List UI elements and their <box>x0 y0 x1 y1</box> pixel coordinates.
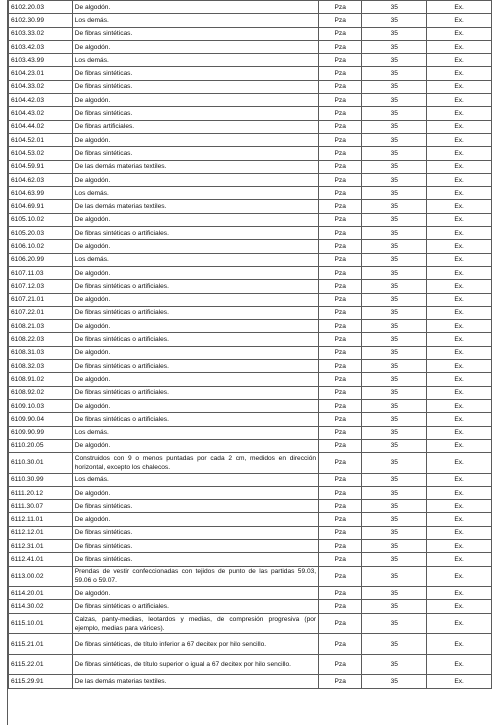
rate-cell: 35 <box>362 280 427 293</box>
description-cell: Los demás. <box>72 426 318 439</box>
tariff-code-cell: 6107.11.03 <box>9 266 73 279</box>
note-cell: Ex. <box>427 80 492 93</box>
note-cell: Ex. <box>427 94 492 107</box>
rate-cell: 35 <box>362 120 427 133</box>
table-row <box>9 654 492 675</box>
description-cell: De fibras sintéticas. <box>72 526 318 539</box>
unit-cell: Pza <box>319 266 362 279</box>
unit-cell: Pza <box>319 654 362 675</box>
note-cell: Ex. <box>427 413 492 426</box>
unit-cell: Pza <box>319 566 362 587</box>
note-cell: Ex. <box>427 160 492 173</box>
note-cell: Ex. <box>427 333 492 346</box>
table-row <box>9 306 492 319</box>
description-cell: De algodón. <box>72 94 318 107</box>
tariff-code-cell: 6104.63.99 <box>9 187 73 200</box>
note-cell: Ex. <box>427 40 492 53</box>
note-cell: Ex. <box>427 500 492 513</box>
rate-cell: 35 <box>362 266 427 279</box>
note-cell: Ex. <box>427 613 492 634</box>
unit-cell: Pza <box>319 1 362 14</box>
table-row <box>9 634 492 655</box>
description-cell: De algodón. <box>72 513 318 526</box>
description-cell: De algodón. <box>72 399 318 412</box>
tariff-code-cell: 6106.20.99 <box>9 253 73 266</box>
rate-cell: 35 <box>362 513 427 526</box>
table-row <box>9 386 492 399</box>
unit-cell: Pza <box>319 346 362 359</box>
rate-cell: 35 <box>362 634 427 655</box>
note-cell: Ex. <box>427 486 492 499</box>
rate-cell: 35 <box>362 540 427 553</box>
table-row <box>9 200 492 213</box>
note-cell: Ex. <box>427 320 492 333</box>
table-row <box>9 80 492 93</box>
table-row <box>9 566 492 587</box>
rate-cell: 35 <box>362 399 427 412</box>
tariff-code-cell: 6111.30.07 <box>9 500 73 513</box>
unit-cell: Pza <box>319 439 362 452</box>
note-cell: Ex. <box>427 453 492 474</box>
note-cell: Ex. <box>427 360 492 373</box>
table-row <box>9 54 492 67</box>
note-cell: Ex. <box>427 399 492 412</box>
description-cell: De fibras sintéticas. <box>72 107 318 120</box>
rate-cell: 35 <box>362 107 427 120</box>
tariff-code-cell: 6115.10.01 <box>9 613 73 634</box>
table-row <box>9 587 492 600</box>
note-cell: Ex. <box>427 587 492 600</box>
table-row <box>9 399 492 412</box>
rate-cell: 35 <box>362 240 427 253</box>
tariff-code-cell: 6104.44.02 <box>9 120 73 133</box>
rate-cell: 35 <box>362 160 427 173</box>
table-row <box>9 360 492 373</box>
description-cell: De las demás materias textiles. <box>72 200 318 213</box>
description-cell: De fibras sintéticas o artificiales. <box>72 413 318 426</box>
table-row <box>9 553 492 566</box>
rate-cell: 35 <box>362 293 427 306</box>
unit-cell: Pza <box>319 80 362 93</box>
table-row <box>9 473 492 486</box>
tariff-code-cell: 6102.20.03 <box>9 1 73 14</box>
description-cell: De las demás materias textiles. <box>72 675 318 688</box>
tariff-code-cell: 6113.00.02 <box>9 566 73 587</box>
tariff-code-cell: 6104.43.02 <box>9 107 73 120</box>
table-row <box>9 526 492 539</box>
note-cell: Ex. <box>427 67 492 80</box>
table-row <box>9 173 492 186</box>
tariff-code-cell: 6108.21.03 <box>9 320 73 333</box>
unit-cell: Pza <box>319 600 362 613</box>
tariff-code-cell: 6112.12.01 <box>9 526 73 539</box>
table-row <box>9 187 492 200</box>
rate-cell: 35 <box>362 587 427 600</box>
table-row <box>9 540 492 553</box>
unit-cell: Pza <box>319 200 362 213</box>
tariff-code-cell: 6107.21.01 <box>9 293 73 306</box>
description-cell: Construidos con 9 o menos puntadas por cada 2 cm, medidos en dirección horizontal, excepto los chalecos. <box>72 453 318 474</box>
unit-cell: Pza <box>319 587 362 600</box>
description-cell: De fibras sintéticas o artificiales. <box>72 360 318 373</box>
note-cell: Ex. <box>427 439 492 452</box>
note-cell: Ex. <box>427 513 492 526</box>
note-cell: Ex. <box>427 426 492 439</box>
unit-cell: Pza <box>319 120 362 133</box>
table-row <box>9 107 492 120</box>
table-row <box>9 486 492 499</box>
description-cell: De fibras sintéticas. <box>72 540 318 553</box>
description-cell: De algodón. <box>72 373 318 386</box>
unit-cell: Pza <box>319 133 362 146</box>
description-cell: De fibras sintéticas o artificiales. <box>72 306 318 319</box>
tariff-code-cell: 6104.69.91 <box>9 200 73 213</box>
description-cell: De fibras sintéticas. <box>72 500 318 513</box>
rate-cell: 35 <box>362 346 427 359</box>
table-row <box>9 513 492 526</box>
description-cell: De algodón. <box>72 320 318 333</box>
note-cell: Ex. <box>427 227 492 240</box>
tariff-code-cell: 6115.21.01 <box>9 634 73 655</box>
table-row <box>9 439 492 452</box>
unit-cell: Pza <box>319 213 362 226</box>
unit-cell: Pza <box>319 293 362 306</box>
description-cell: De algodón. <box>72 293 318 306</box>
unit-cell: Pza <box>319 333 362 346</box>
table-row <box>9 320 492 333</box>
table-row <box>9 600 492 613</box>
rate-cell: 35 <box>362 486 427 499</box>
tariff-code-cell: 6108.32.03 <box>9 360 73 373</box>
unit-cell: Pza <box>319 613 362 634</box>
note-cell: Ex. <box>427 147 492 160</box>
unit-cell: Pza <box>319 486 362 499</box>
note-cell: Ex. <box>427 566 492 587</box>
description-cell: Los demás. <box>72 253 318 266</box>
description-cell: De fibras sintéticas o artificiales. <box>72 227 318 240</box>
description-cell: De algodón. <box>72 40 318 53</box>
note-cell: Ex. <box>427 187 492 200</box>
rate-cell: 35 <box>362 54 427 67</box>
unit-cell: Pza <box>319 173 362 186</box>
rate-cell: 35 <box>362 253 427 266</box>
rate-cell: 35 <box>362 439 427 452</box>
tariff-code-cell: 6104.52.01 <box>9 133 73 146</box>
left-margin-column <box>0 0 8 725</box>
rate-cell: 35 <box>362 473 427 486</box>
note-cell: Ex. <box>427 386 492 399</box>
tariff-code-cell: 6103.33.02 <box>9 27 73 40</box>
rate-cell: 35 <box>362 373 427 386</box>
unit-cell: Pza <box>319 453 362 474</box>
note-cell: Ex. <box>427 540 492 553</box>
rate-cell: 35 <box>362 654 427 675</box>
rate-cell: 35 <box>362 40 427 53</box>
description-cell: De fibras sintéticas o artificiales. <box>72 333 318 346</box>
description-cell: De algodón. <box>72 439 318 452</box>
tariff-code-cell: 6110.30.01 <box>9 453 73 474</box>
unit-cell: Pza <box>319 94 362 107</box>
table-row <box>9 40 492 53</box>
note-cell: Ex. <box>427 526 492 539</box>
table-row <box>9 227 492 240</box>
table-row <box>9 133 492 146</box>
note-cell: Ex. <box>427 240 492 253</box>
description-cell: De algodón. <box>72 240 318 253</box>
description-cell: De algodón. <box>72 587 318 600</box>
tariff-code-cell: 6115.22.01 <box>9 654 73 675</box>
description-cell: De algodón. <box>72 266 318 279</box>
note-cell: Ex. <box>427 14 492 27</box>
table-row <box>9 67 492 80</box>
note-cell: Ex. <box>427 200 492 213</box>
tariff-code-cell: 6108.91.02 <box>9 373 73 386</box>
description-cell: Los demás. <box>72 187 318 200</box>
tariff-code-cell: 6104.23.01 <box>9 67 73 80</box>
rate-cell: 35 <box>362 200 427 213</box>
note-cell: Ex. <box>427 1 492 14</box>
tariff-code-cell: 6107.12.03 <box>9 280 73 293</box>
rate-cell: 35 <box>362 187 427 200</box>
unit-cell: Pza <box>319 227 362 240</box>
rate-cell: 35 <box>362 500 427 513</box>
tariff-code-cell: 6112.31.01 <box>9 540 73 553</box>
note-cell: Ex. <box>427 266 492 279</box>
rate-cell: 35 <box>362 386 427 399</box>
description-cell: De fibras artificiales. <box>72 120 318 133</box>
table-row <box>9 346 492 359</box>
table-row <box>9 293 492 306</box>
table-row <box>9 253 492 266</box>
unit-cell: Pza <box>319 373 362 386</box>
unit-cell: Pza <box>319 553 362 566</box>
table-row <box>9 280 492 293</box>
tariff-table <box>8 0 492 689</box>
tariff-code-cell: 6110.20.05 <box>9 439 73 452</box>
rate-cell: 35 <box>362 67 427 80</box>
table-row <box>9 147 492 160</box>
table-row <box>9 500 492 513</box>
rate-cell: 35 <box>362 306 427 319</box>
table-row <box>9 14 492 27</box>
tariff-code-cell: 6104.62.03 <box>9 173 73 186</box>
description-cell: Los demás. <box>72 54 318 67</box>
note-cell: Ex. <box>427 675 492 688</box>
unit-cell: Pza <box>319 147 362 160</box>
unit-cell: Pza <box>319 240 362 253</box>
tariff-code-cell: 6108.92.02 <box>9 386 73 399</box>
description-cell: De algodón. <box>72 133 318 146</box>
tariff-code-cell: 6104.53.02 <box>9 147 73 160</box>
table-row <box>9 413 492 426</box>
unit-cell: Pza <box>319 540 362 553</box>
rate-cell: 35 <box>362 227 427 240</box>
note-cell: Ex. <box>427 373 492 386</box>
table-row <box>9 213 492 226</box>
note-cell: Ex. <box>427 107 492 120</box>
description-cell: Los demás. <box>72 14 318 27</box>
table-row <box>9 27 492 40</box>
description-cell: De fibras sintéticas, de título superior o igual a 67 decitex por hilo sencillo. <box>72 654 318 675</box>
tariff-code-cell: 6104.59.91 <box>9 160 73 173</box>
rate-cell: 35 <box>362 675 427 688</box>
unit-cell: Pza <box>319 306 362 319</box>
table-row <box>9 240 492 253</box>
description-cell: De fibras sintéticas o artificiales. <box>72 386 318 399</box>
description-cell: De fibras sintéticas. <box>72 80 318 93</box>
unit-cell: Pza <box>319 320 362 333</box>
note-cell: Ex. <box>427 173 492 186</box>
rate-cell: 35 <box>362 1 427 14</box>
table-row <box>9 120 492 133</box>
unit-cell: Pza <box>319 634 362 655</box>
description-cell: De algodón. <box>72 173 318 186</box>
tariff-code-cell: 6103.42.03 <box>9 40 73 53</box>
rate-cell: 35 <box>362 453 427 474</box>
rate-cell: 35 <box>362 147 427 160</box>
rate-cell: 35 <box>362 320 427 333</box>
table-row <box>9 613 492 634</box>
tariff-code-cell: 6108.31.03 <box>9 346 73 359</box>
note-cell: Ex. <box>427 293 492 306</box>
tariff-code-cell: 6112.41.01 <box>9 553 73 566</box>
description-cell: De fibras sintéticas. <box>72 27 318 40</box>
unit-cell: Pza <box>319 513 362 526</box>
table-row <box>9 266 492 279</box>
description-cell: De algodón. <box>72 346 318 359</box>
unit-cell: Pza <box>319 40 362 53</box>
unit-cell: Pza <box>319 280 362 293</box>
note-cell: Ex. <box>427 120 492 133</box>
unit-cell: Pza <box>319 27 362 40</box>
description-cell: Prendas de vestir confeccionadas con tejidos de punto de las partidas 59.03, 59.06 o 59.07. <box>72 566 318 587</box>
rate-cell: 35 <box>362 360 427 373</box>
tariff-code-cell: 6105.20.03 <box>9 227 73 240</box>
unit-cell: Pza <box>319 426 362 439</box>
rate-cell: 35 <box>362 613 427 634</box>
note-cell: Ex. <box>427 473 492 486</box>
unit-cell: Pza <box>319 187 362 200</box>
description-cell: Calzas, panty-medias, leotardos y medias, de compresión progresiva (por ejemplo, medias para várices). <box>72 613 318 634</box>
unit-cell: Pza <box>319 386 362 399</box>
note-cell: Ex. <box>427 654 492 675</box>
table-row <box>9 1 492 14</box>
tariff-code-cell: 6112.11.01 <box>9 513 73 526</box>
rate-cell: 35 <box>362 213 427 226</box>
tariff-code-cell: 6103.43.99 <box>9 54 73 67</box>
note-cell: Ex. <box>427 253 492 266</box>
description-cell: De algodón. <box>72 1 318 14</box>
description-cell: De las demás materias textiles. <box>72 160 318 173</box>
table-row <box>9 373 492 386</box>
table-row <box>9 333 492 346</box>
table-row <box>9 453 492 474</box>
tariff-code-cell: 6110.30.99 <box>9 473 73 486</box>
rate-cell: 35 <box>362 173 427 186</box>
unit-cell: Pza <box>319 399 362 412</box>
unit-cell: Pza <box>319 14 362 27</box>
rate-cell: 35 <box>362 27 427 40</box>
description-cell: Los demás. <box>72 473 318 486</box>
tariff-code-cell: 6104.33.02 <box>9 80 73 93</box>
description-cell: De fibras sintéticas, de título inferior a 67 decitex por hilo sencillo. <box>72 634 318 655</box>
rate-cell: 35 <box>362 14 427 27</box>
unit-cell: Pza <box>319 360 362 373</box>
rate-cell: 35 <box>362 553 427 566</box>
unit-cell: Pza <box>319 160 362 173</box>
table-row <box>9 94 492 107</box>
unit-cell: Pza <box>319 107 362 120</box>
note-cell: Ex. <box>427 634 492 655</box>
tariff-code-cell: 6102.30.99 <box>9 14 73 27</box>
table-row <box>9 160 492 173</box>
tariff-code-cell: 6114.30.02 <box>9 600 73 613</box>
rate-cell: 35 <box>362 526 427 539</box>
note-cell: Ex. <box>427 280 492 293</box>
rate-cell: 35 <box>362 566 427 587</box>
rate-cell: 35 <box>362 413 427 426</box>
description-cell: De fibras sintéticas. <box>72 147 318 160</box>
tariff-code-cell: 6105.10.02 <box>9 213 73 226</box>
description-cell: De fibras sintéticas o artificiales. <box>72 600 318 613</box>
rate-cell: 35 <box>362 80 427 93</box>
description-cell: De algodón. <box>72 213 318 226</box>
note-cell: Ex. <box>427 27 492 40</box>
note-cell: Ex. <box>427 553 492 566</box>
tariff-code-cell: 6109.90.99 <box>9 426 73 439</box>
unit-cell: Pza <box>319 67 362 80</box>
note-cell: Ex. <box>427 346 492 359</box>
tariff-code-cell: 6108.22.03 <box>9 333 73 346</box>
table-row <box>9 426 492 439</box>
tariff-code-cell: 6107.22.01 <box>9 306 73 319</box>
tariff-code-cell: 6106.10.02 <box>9 240 73 253</box>
tariff-code-cell: 6109.10.03 <box>9 399 73 412</box>
note-cell: Ex. <box>427 133 492 146</box>
unit-cell: Pza <box>319 526 362 539</box>
unit-cell: Pza <box>319 54 362 67</box>
tariff-code-cell: 6104.42.03 <box>9 94 73 107</box>
table-row <box>9 675 492 688</box>
note-cell: Ex. <box>427 600 492 613</box>
tariff-code-cell: 6114.20.01 <box>9 587 73 600</box>
unit-cell: Pza <box>319 473 362 486</box>
tariff-code-cell: 6109.90.04 <box>9 413 73 426</box>
rate-cell: 35 <box>362 133 427 146</box>
description-cell: De fibras sintéticas o artificiales. <box>72 280 318 293</box>
tariff-code-cell: 6111.20.12 <box>9 486 73 499</box>
description-cell: De fibras sintéticas. <box>72 67 318 80</box>
note-cell: Ex. <box>427 213 492 226</box>
rate-cell: 35 <box>362 600 427 613</box>
tariff-table-body <box>9 1 492 689</box>
rate-cell: 35 <box>362 333 427 346</box>
note-cell: Ex. <box>427 54 492 67</box>
tariff-code-cell: 6115.29.91 <box>9 675 73 688</box>
rate-cell: 35 <box>362 426 427 439</box>
unit-cell: Pza <box>319 413 362 426</box>
note-cell: Ex. <box>427 306 492 319</box>
description-cell: De algodón. <box>72 486 318 499</box>
unit-cell: Pza <box>319 500 362 513</box>
unit-cell: Pza <box>319 253 362 266</box>
description-cell: De fibras sintéticas. <box>72 553 318 566</box>
unit-cell: Pza <box>319 675 362 688</box>
rate-cell: 35 <box>362 94 427 107</box>
